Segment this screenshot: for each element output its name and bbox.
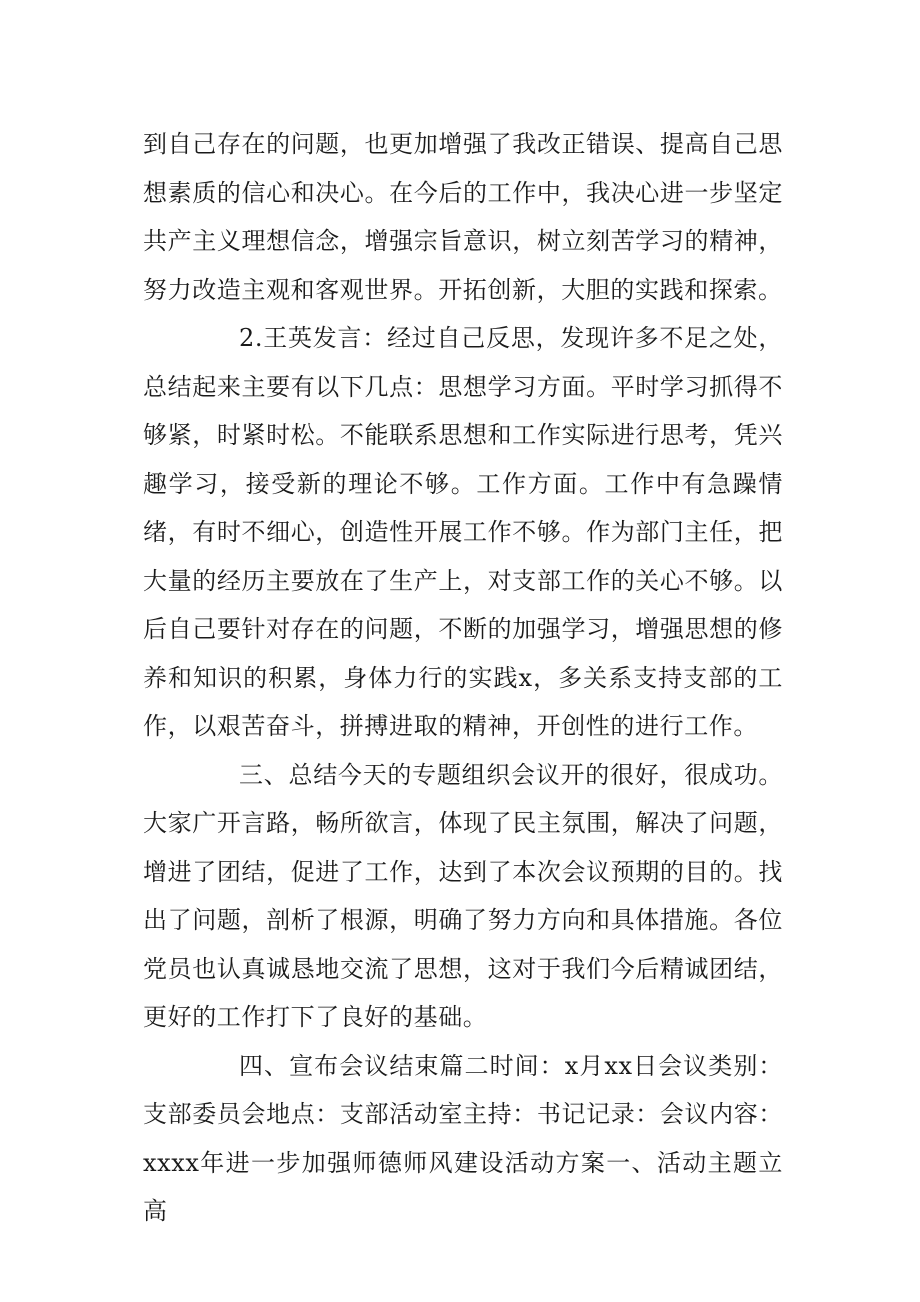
paragraph-continuation: 到自己存在的问题，也更加增强了我改正错误、提高自己思想素质的信心和决心。在今后的工作中，我决心进一步坚定共产主义理想信念，增强宗旨意识，树立刻苦学习的精神，努力改造主观和客观世界。开拓创新，大胆的实践和探索。 — [143, 130, 783, 304]
paragraph-wang-ying-speech: 2.王英发言：经过自己反思，发现许多不足之处，总结起来主要有以下几点：思想学习方面。平时学习抓得不够紧，时紧时松。不能联系思想和工作实际进行思考，凭兴趣学习，接受新的理论不够。工作方面。工作中有急躁情绪，有时不细心，创造性开展工作不够。作为部门主任，把大量的经历主要放在了生产上，对支部工作的关心不够。以后自己要针对存在的问题，不断的加强学习，增强思想的修养和知识的积累，身体力行的实践x，多关系支持支部的工作，以艰苦奋斗，拼搏进取的精神，开创性的进行工作。 — [143, 324, 783, 740]
document-body — [143, 120, 783, 1236]
paragraph-summary: 三、总结今天的专题组织会议开的很好，很成功。大家广开言路，畅所欲言，体现了民主氛围，解决了问题，增进了团结，促进了工作，达到了本次会议预期的目的。找出了问题，剖析了根源，明确了努力方向和具体措施。各位党员也认真诚恳地交流了思想，这对于我们今后精诚团结，更好的工作打下了良好的基础。 — [143, 760, 783, 1031]
paragraph-meeting-end: 四、宣布会议结束篇二时间：x月xx日会议类别：支部委员会地点：支部活动室主持：书记记录：会议内容：xxxx年进一步加强师德师风建设活动方案一、活动主题立高 — [143, 1051, 783, 1225]
